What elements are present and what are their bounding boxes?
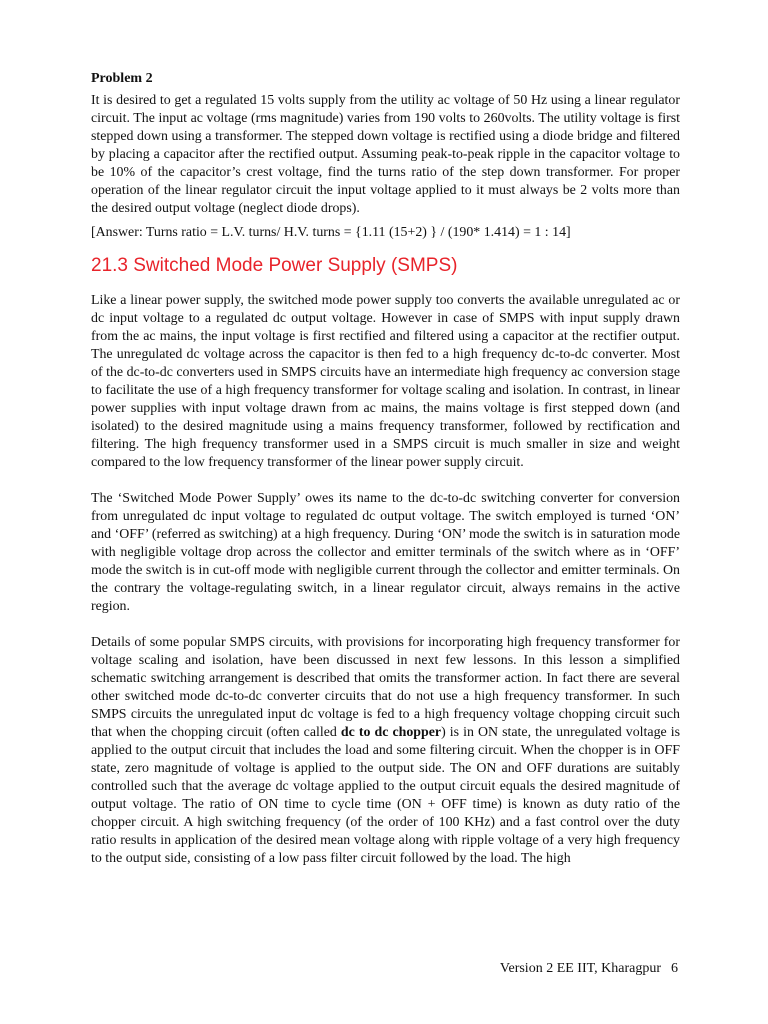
problem-text: It is desired to get a regulated 15 volts supply from the utility ac voltage of 50 Hz using a linear regulator circuit. The input ac voltage (rms magnitude) varies from 190 volts to 260volts. The utility voltage is first stepped down using a transformer. The stepped down voltage is rectified using a diode bridge and filtered by placing a capacitor after the rectified output. Assuming peak-to-peak ripple in the capacitor voltage to be 10% of the capacitor’s crest voltage, find the turns ratio of the step down transformer. For proper operation of the linear regulator circuit the input voltage applied to it must always be 2 volts more than the desired output voltage (neglect diode drops).: [91, 93, 680, 216]
section-paragraph-3: [91, 634, 680, 868]
paragraph-3-text-end: ) is in ON state, the unregulated voltage is applied to the output circuit that includes the load and some filtering circuit. When the chopper is in OFF state, zero magnitude of voltage is applied to the output side. The ON and OFF durations are suitably controlled such that the average dc voltage applied to the output circuit equals the desired magnitude of output voltage. The ratio of ON time to cycle time (ON + OFF time) is known as duty ratio of the chopper circuit. A high switching frequency (of the order of 100 KHz) and a fast control over the duty ratio results in application of the desired mean voltage along with ripple voltage of a very high frequency to the output side, consisting of a low pass filter circuit followed by the load. The high: [91, 725, 681, 866]
section-heading: 21.3 Switched Mode Power Supply (SMPS): [91, 255, 458, 276]
page-number: 6: [671, 961, 678, 976]
footer-version-text: Version 2 EE IIT, Kharagpur: [499, 961, 661, 976]
section-paragraph-2: The ‘Switched Mode Power Supply’ owes its name to the dc-to-dc switching converter for conversion from unregulated dc input voltage to regulated dc output voltage. The switch employed is turned ‘ON’ and ‘OFF’ (referred as switching) at a high frequency. During ‘ON’ mode the switch is in saturation mode with negligible voltage drop across the collector and emitter terminals of the switch where as in ‘OFF’ mode the switch is in cut-off mode with negligible current through the collector and emitter terminals. On the contrary the voltage-regulating switch, in a linear regulator circuit, always remains in the active region.: [91, 491, 680, 614]
problem-title: Problem 2: [91, 71, 153, 86]
page-footer: [500, 960, 678, 978]
section-paragraph-1: Like a linear power supply, the switched mode power supply too converts the available unregulated ac or dc input voltage to a regulated dc output voltage. However in case of SMPS with input supply drawn from the ac mains, the input voltage is first rectified and filtered using a capacitor at the rectifier output. The unregulated dc voltage across the capacitor is then fed to a high frequency dc-to-dc converter. Most of the dc-to-dc converters used in SMPS circuits have an intermediate high frequency ac conversion stage to facilitate the use of a high frequency transformer for voltage scaling and isolation. In contrast, in linear power supplies with input voltage drawn from ac mains, the mains voltage is first stepped down (and isolated) to the desired magnitude using a mains frequency transformer, followed by rectification and filtering. The high frequency transformer used in a SMPS circuit is much smaller in size and weight compared to the low frequency transformer of the linear power supply circuit.: [91, 293, 680, 470]
dc-chopper-term: dc to dc chopper: [340, 725, 442, 740]
document-page: [91, 70, 680, 868]
paragraph-3-text-start: Details of some popular SMPS circuits, with provisions for incorporating high frequency transformer for voltage scaling and isolation, have been discussed in next few lessons. In this lesson a simplified schematic switching arrangement is described that omits the transformer action. In fact there are several other switched mode dc-to-dc converter circuits that do not use a high frequency transformer. In such SMPS circuits the unregulated input dc voltage is fed to a high frequency voltage chopping circuit such that when the chopping circuit (often called: [91, 635, 680, 740]
problem-answer: [Answer: Turns ratio = L.V. turns/ H.V. turns = {1.11 (15+2) } / (190* 1.414) = 1 : 14]: [91, 225, 571, 240]
